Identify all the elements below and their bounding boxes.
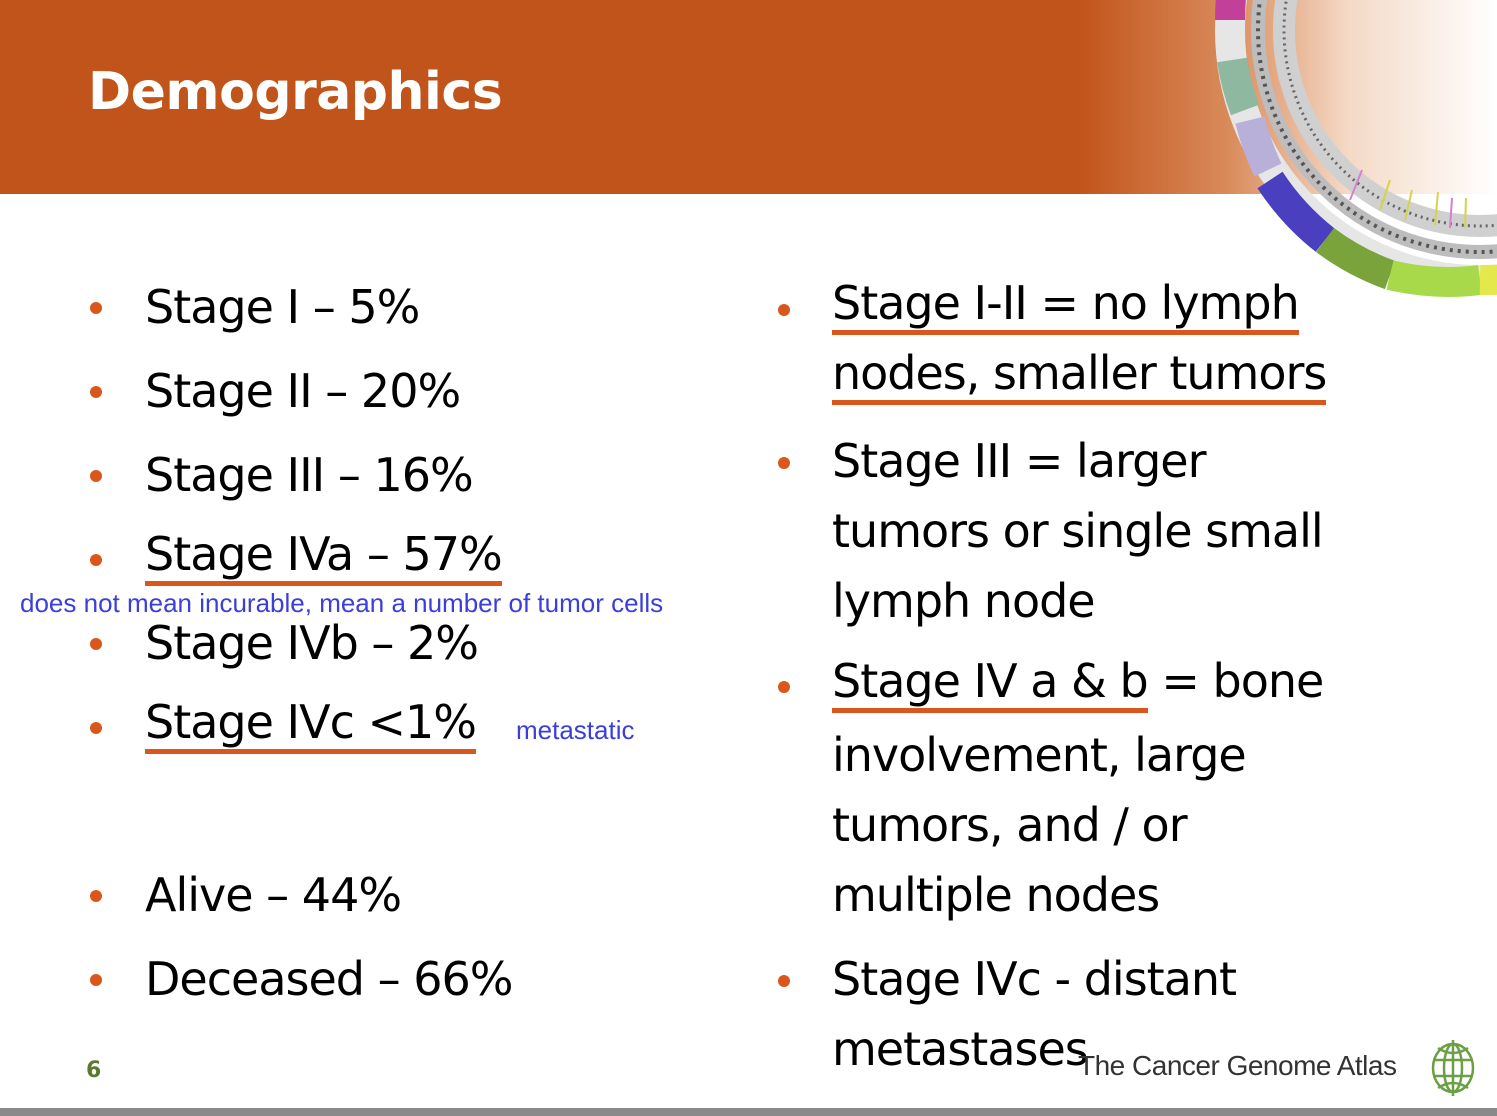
stage-i-ii-line-1: Stage I-II = no lymph [832, 276, 1299, 335]
bottom-rule [0, 1108, 1497, 1116]
stage-ivc-item: Stage IVc <1% [145, 695, 476, 754]
stage-iva-item: Stage IVa – 57% [145, 527, 502, 586]
stage-iva-annotation: does not mean incurable, mean a number of tumor cells [20, 588, 664, 618]
stage-iii-item: Stage III – 16% [145, 448, 473, 502]
stage-iv-ab-rest: = bone [1147, 654, 1324, 708]
bullet-dot [778, 457, 790, 469]
tcga-brand-text: The Cancer Genome Atlas [1078, 1050, 1397, 1081]
stage-ivb-item: Stage IVb – 2% [145, 616, 478, 670]
tcga-globe-icon [1428, 1036, 1478, 1100]
stage-ii-item: Stage II – 20% [145, 364, 461, 418]
stage-ivc-annotation: metastatic [516, 715, 635, 745]
deceased-item: Deceased – 66% [145, 952, 513, 1006]
bullet-dot [90, 890, 102, 902]
bullet-dot [90, 974, 102, 986]
bullet-dot [90, 470, 102, 482]
stage-ivc-line-2: metastases [832, 1022, 1088, 1076]
stage-iv-ab-line-2: involvement, large [832, 728, 1246, 782]
bullet-dot [778, 975, 790, 987]
page-number: 6 [86, 1058, 102, 1083]
stage-iv-ab-line-4: multiple nodes [832, 868, 1160, 922]
alive-item: Alive – 44% [145, 868, 402, 922]
slide-title: Demographics [88, 62, 503, 122]
bullet-dot [90, 554, 102, 566]
bullet-dot [90, 386, 102, 398]
bullet-dot [90, 722, 102, 734]
bullet-dot [90, 302, 102, 314]
stage-i-ii-line-2: nodes, smaller tumors [832, 346, 1326, 405]
stage-iii-line-2: tumors or single small [832, 504, 1323, 558]
stage-iii-line-1: Stage III = larger [832, 434, 1206, 488]
stage-i-item: Stage I – 5% [145, 280, 420, 334]
stage-iii-line-3: lymph node [832, 574, 1095, 628]
bullet-dot [90, 638, 102, 650]
stage-iv-ab-line-3: tumors, and / or [832, 798, 1187, 852]
bullet-dot [778, 681, 790, 693]
stage-ivc-line-1: Stage IVc - distant [832, 952, 1237, 1006]
bullet-dot [778, 304, 790, 316]
stage-iv-ab-underlined: Stage IV a & b [832, 654, 1148, 713]
